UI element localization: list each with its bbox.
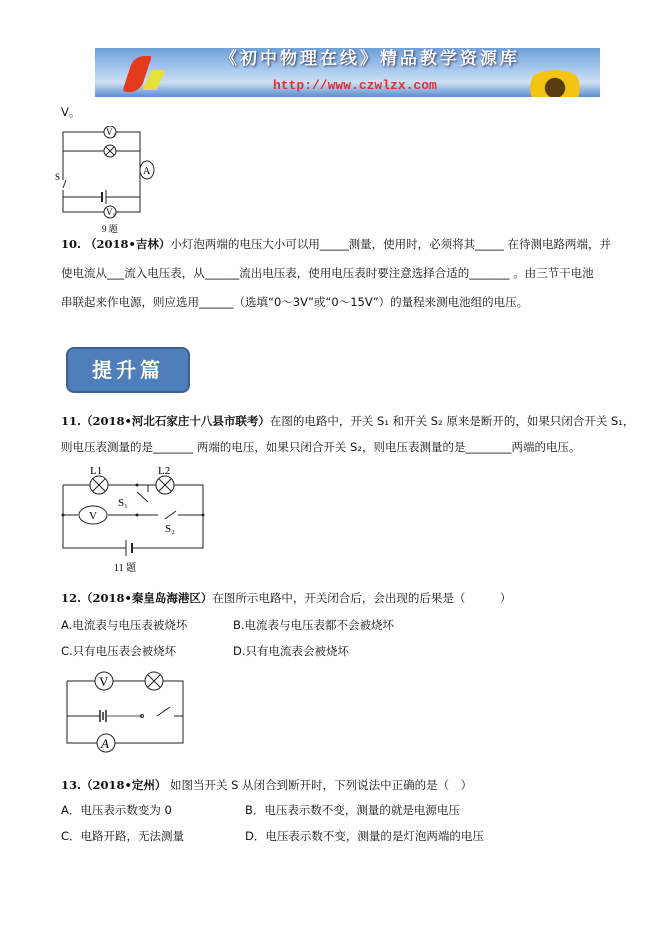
ammeter-label: A [143, 166, 151, 177]
question-12-option-a: A.电流表与电压表被烧坏 [61, 618, 188, 632]
switch-s1 [137, 492, 148, 502]
v2-label: V₂ [106, 127, 116, 137]
voltmeter-label: V [99, 674, 109, 689]
question-13-label: 13.（2018•定州） [61, 778, 167, 792]
previous-question-tail: V。 [61, 105, 81, 119]
question-12-option-c: C.只有电压表会被烧坏 [61, 644, 177, 658]
l1-label: L1 [90, 465, 103, 477]
s1-label: S₁ [118, 497, 128, 509]
battery [100, 710, 106, 722]
question-13-option-b: B．电压表示数不变，测量的就是电源电压 [245, 803, 460, 817]
figure-12-circuit [62, 668, 187, 760]
question-13-stem [61, 777, 472, 793]
banner-url: http://www.czwlzx.com [273, 78, 437, 93]
voltmeter-label: V [89, 510, 97, 522]
s2-label: S₂ [165, 523, 175, 535]
figure-9-circuit [55, 126, 165, 234]
question-12-label: 12.（2018•秦皇岛海港区） [61, 591, 213, 605]
question-11-text: 在图的电路中，开关 S₁ 和开关 S₂ 原来是断开的，如果只闭合开关 S₁， [269, 414, 635, 428]
banner-title: 《初中物理在线》精品教学资源库 [220, 49, 520, 69]
question-10-label: 10. （2018•吉林） [61, 237, 171, 251]
question-10-text: 小灯泡两端的电压大小可以用_____测量，使用时，必须将其_____ 在待测电路两端，并 [170, 237, 612, 251]
question-11-line-1 [61, 413, 634, 429]
question-13-text: 如图当开关 S 从闭合到断开时，下列说法中正确的是（ ） [166, 778, 473, 792]
question-13-option-c: C．电路开路，无法测量 [61, 829, 185, 843]
header-banner [95, 48, 600, 97]
question-10-line-1 [61, 236, 611, 252]
ammeter-label: A [101, 736, 109, 751]
switch-label: S [55, 172, 61, 182]
switch-s2 [165, 511, 176, 519]
figure-9-caption: 9 题 [102, 224, 118, 234]
figure-11-caption: 11 题 [114, 563, 137, 574]
figure-11-circuit [58, 462, 213, 574]
question-12-option-b: B.电流表与电压表都不会被烧坏 [233, 618, 395, 632]
question-12-stem [61, 590, 511, 606]
question-12-option-d: D.只有电流表会被烧坏 [233, 644, 350, 658]
l2-label: L2 [158, 465, 171, 477]
section-badge: 提升篇 [66, 347, 190, 393]
v1-label: V₁ [106, 207, 116, 217]
question-13-option-a: A．电压表示数变为 0 [61, 803, 172, 817]
switch [63, 180, 66, 188]
sunflower-image [525, 70, 585, 97]
question-11-line-2: 则电压表测量的是_______ 两端的电压，如果只闭合开关 S₂，则电压表测量的是________两端的电压。 [61, 440, 581, 454]
question-10-line-2: 使电流从___流入电压表，从______流出电压表，使用电压表时要注意选择合适的_______ 。由三节干电池 [61, 266, 594, 280]
question-12-text: 在图所示电路中，开关闭合后，会出现的后果是（ ） [212, 591, 512, 605]
question-11-label: 11.（2018•河北石家庄十八县市联考） [61, 414, 270, 428]
question-10-line-3: 串联起来作电源，则应选用______（选填“0～3V”或“0～15V”）的量程来测电池组的电压。 [61, 295, 529, 309]
question-13-option-d: D．电压表示数不变，测量的是灯泡两端的电压 [245, 829, 484, 843]
